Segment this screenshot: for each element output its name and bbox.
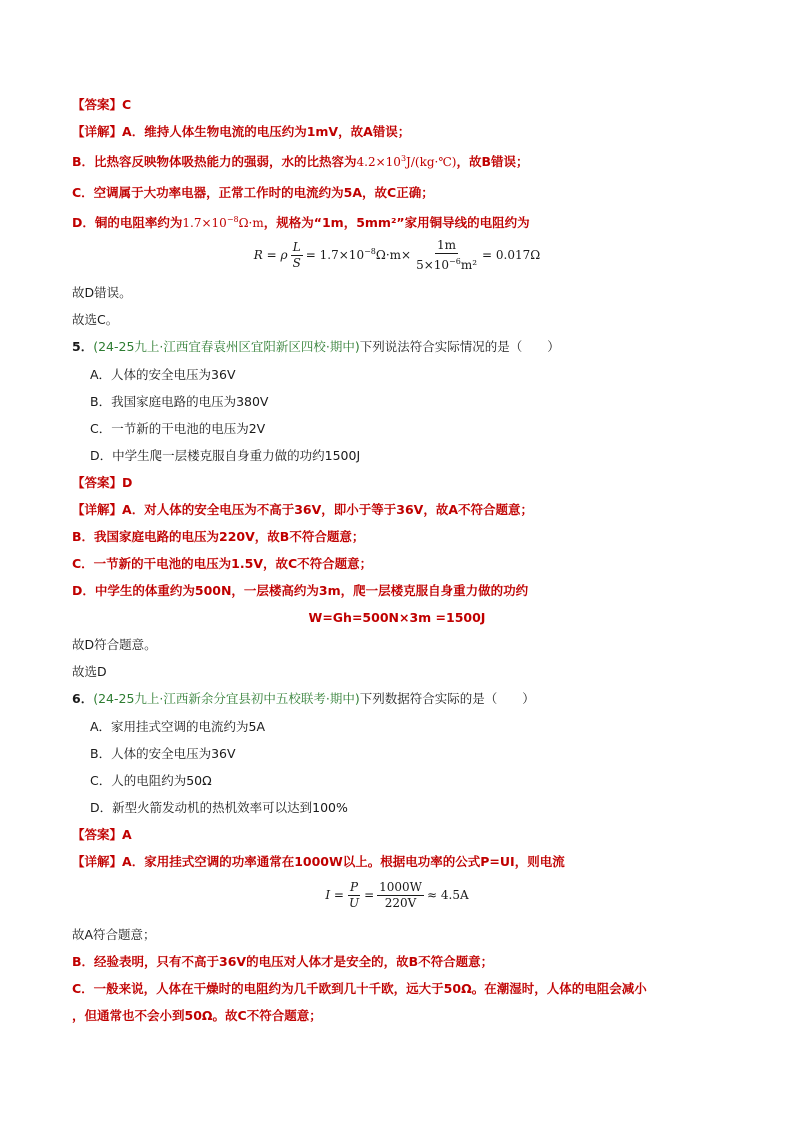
- answer-tag: 【答案】: [72, 475, 123, 490]
- answer-value: C: [122, 97, 132, 112]
- q6-option-a: A．家用挂式空调的电流约为5A: [90, 719, 266, 734]
- q6-a-conclusion: 故A符合题意；: [72, 927, 156, 942]
- q4-choice: 故选C。: [72, 312, 119, 327]
- q5-option-a: A．人体的安全电压为36V: [90, 367, 236, 382]
- q5-d-conclusion: 故D符合题意。: [72, 637, 157, 652]
- q5-option-c: C．一节新的干电池的电压为2V: [90, 421, 266, 436]
- formula-inline: $1.7\times 10^{-8}\Omega\cdot m$: [182, 215, 264, 230]
- question-number: 6．: [72, 691, 94, 706]
- q6-option-c: C．人的电阻约为50Ω: [90, 773, 212, 788]
- detail-text: A．维持人体生物电流的电压约为1mV，故A错误；: [122, 124, 411, 139]
- detail-text: B．比热容反映物体吸热能力的强弱，水的比热容为: [72, 154, 357, 169]
- q6-detail-c1: C．一般来说，人体在干燥时的电阻约为几千欧到几十千欧，远大于50Ω。在潮湿时，人体的电阻会减小: [72, 981, 647, 996]
- q4-detail-a: [72, 123, 410, 141]
- question-source: (24-25九上·江西新余分宜县初中五校联考·期中): [93, 691, 360, 706]
- q5-option-d: D．中学生爬一层楼克服自身重力做的功约1500J: [90, 448, 361, 463]
- q5-detail-b: B．我国家庭电路的电压为220V，故B不符合题意；: [72, 529, 365, 544]
- question-text: 下列数据符合实际的是（ ）: [359, 691, 535, 706]
- answer-tag: 【答案】: [72, 827, 123, 842]
- q4-answer-line: [72, 96, 131, 114]
- q6-option-b: B．人体的安全电压为36V: [90, 746, 236, 761]
- q6-detail-a: 【详解】A．家用挂式空调的功率通常在1000W以上。根据电功率的公式P=UI，则电流: [72, 854, 565, 869]
- answer-tag: 【答案】: [72, 97, 123, 112]
- q5-detail-d: D．中学生的体重约为500N，一层楼高约为3m，爬一层楼克服自身重力做的功约: [72, 583, 529, 598]
- detail-tag: 【详解】: [72, 124, 123, 139]
- q6-option-d: D．新型火箭发动机的热机效率可以达到100%: [90, 800, 348, 815]
- q5-option-b: B．我国家庭电路的电压为380V: [90, 394, 269, 409]
- q6-formula-block: I = $\frac{P}{U}$ = $\frac{1000W}{220V}$ ≈ 4.5A: [325, 880, 469, 910]
- detail-tag: 【详解】: [72, 502, 123, 517]
- answer-value: A: [122, 827, 132, 842]
- question-text: 下列说法符合实际情况的是（ ）: [359, 339, 560, 354]
- q4-detail-d: D．铜的电阻率约为$1.7\times 10^{-8}\Omega\cdot m$，规格为“1m，5mm²”家用铜导线的电阻约为: [72, 215, 530, 230]
- q5-choice: 故选D: [72, 664, 107, 679]
- q4-formula-block: R = ρ $\frac{L}{S}$ = $1.7\times 10^{-8}\Omega\cdot m\times$ $\frac{1m}{5\times 10^{-6}m^2}$ = 0.017Ω: [253, 238, 541, 272]
- q5-detail-c: C．一节新的干电池的电压为1.5V，故C不符合题意；: [72, 556, 373, 571]
- question-source: (24-25九上·江西宜春袁州区宜阳新区四校·期中): [93, 339, 360, 354]
- formula-inline: $4.2\times 10^3J/(kg\cdot℃)$: [356, 154, 457, 169]
- q5-formula-block: W=Gh=500N×3m =1500J: [308, 610, 486, 625]
- q4-d-conclusion: 故D错误。: [72, 285, 132, 300]
- q4-detail-b: B．比热容反映物体吸热能力的强弱，水的比热容为$4.2\times 10^3J/(kg\cdot℃)$，故B错误；: [72, 154, 529, 169]
- q6-stem: [72, 690, 535, 708]
- question-number: 5．: [72, 339, 94, 354]
- fraction: $\frac{P}{U}$: [348, 880, 360, 910]
- fraction: $\frac{1m}{5\times 10^{-6}m^2}$: [416, 238, 478, 272]
- q5-detail-a: 【详解】A．对人体的安全电压为不高于36V，即小于等于36V，故A不符合题意；: [72, 502, 534, 517]
- answer-value: D: [122, 475, 133, 490]
- q6-detail-c2: ，但通常也不会小到50Ω。故C不符合题意；: [72, 1008, 322, 1023]
- q6-answer-line: [72, 826, 132, 844]
- q4-detail-c: C．空调属于大功率电器，正常工作时的电流约为5A，故C正确；: [72, 185, 434, 200]
- q6-detail-b: B．经验表明，只有不高于36V的电压对人体才是安全的，故B不符合题意；: [72, 954, 494, 969]
- fraction: $\frac{L}{S}$: [292, 240, 301, 270]
- fraction: $\frac{1000W}{220V}$: [379, 880, 423, 910]
- q5-answer-line: [72, 474, 132, 492]
- q5-stem: [72, 338, 560, 356]
- detail-tag: 【详解】: [72, 854, 123, 869]
